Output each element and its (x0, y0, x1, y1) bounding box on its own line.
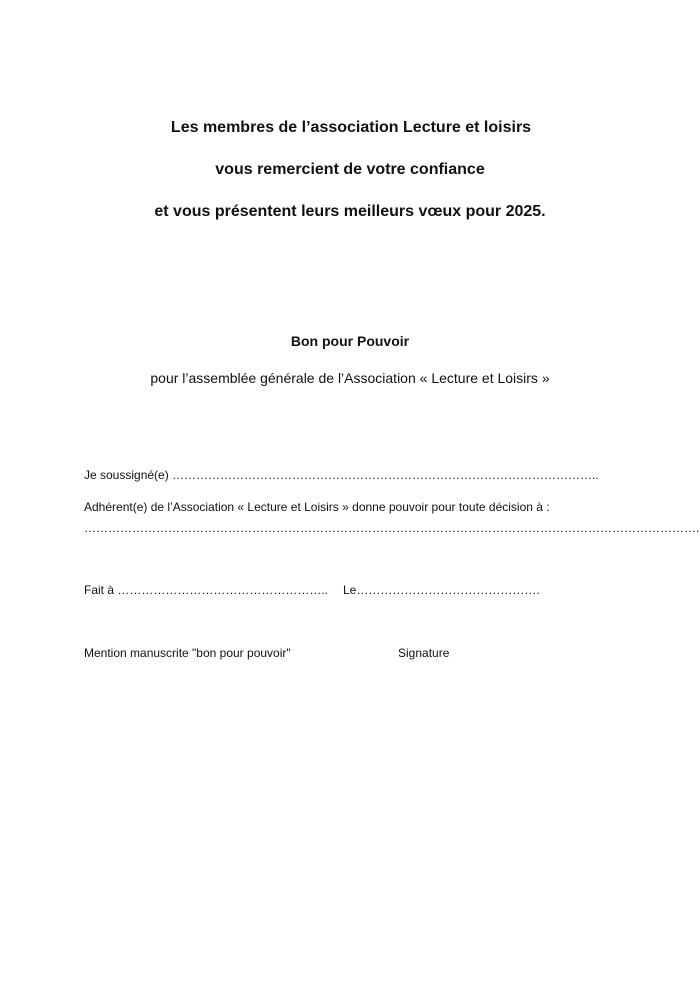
greeting-line-2: vous remercient de votre confiance (215, 161, 485, 178)
decision-blank-line: ………………………………………………………………………………………………………………………………………. (84, 521, 700, 535)
fait-a-field: Fait à …………………………………………….. (84, 583, 329, 597)
greeting-line-3: et vous présentent leurs meilleurs vœux pour 2025. (154, 203, 546, 220)
greeting-block (0, 117, 700, 243)
soussigne-field: Je soussigné(e) …………………………………………………………………………………………….. (84, 468, 599, 482)
mention-label: Mention manuscrite "bon pour pouvoir" (84, 646, 291, 660)
signature-label: Signature (398, 646, 450, 660)
greeting-line-1: Les membres de l’association Lecture et loisirs (170, 119, 532, 136)
proxy-title: Bon pour Pouvoir (290, 333, 410, 349)
date-field: Le………………………………………. (343, 583, 540, 597)
adherent-statement: Adhérent(e) de l’Association « Lecture et Loisirs » donne pouvoir pour toute décision à : (84, 500, 550, 514)
proxy-subtitle: pour l’assemblée générale de l’Association « Lecture et Loisirs » (150, 370, 550, 386)
